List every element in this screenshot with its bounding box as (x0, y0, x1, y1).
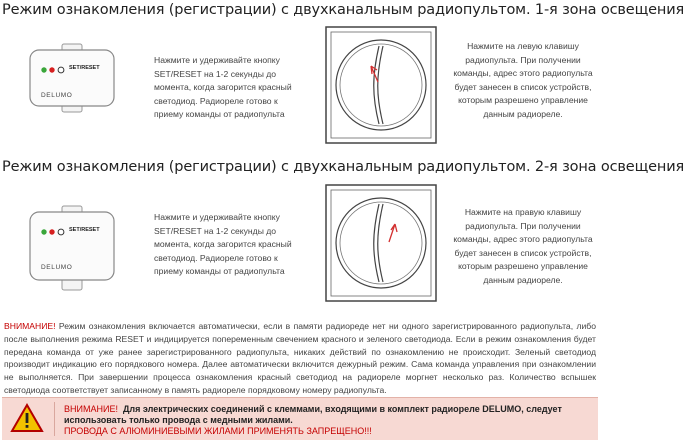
device-button-label: SET/RESET (69, 65, 100, 71)
green-led (41, 67, 46, 72)
red-led (49, 229, 54, 234)
device-brand-logo: DELUMO (41, 92, 73, 99)
set-reset-button (58, 229, 64, 235)
wall-switch-1 (325, 26, 437, 144)
banner-line-2: использовать только провода с медными жилами. (64, 415, 293, 425)
copper-wire-warning-banner (2, 397, 598, 440)
banner-warning-word: ВНИМАНИЕ! (64, 404, 118, 414)
device-button-label: SET/RESET (69, 227, 100, 233)
banner-divider (54, 402, 55, 436)
green-led (41, 229, 46, 234)
section-1-left-instructions: Нажмите и удерживайте кнопку SET/RESET на 1-2 секунды до момента, когда загорится красный светодиод. Радиореле готово к приему команды от радиопульта (154, 55, 292, 119)
device-brand-logo: DELUMO (41, 264, 73, 271)
section-2-title: Режим ознакомления (регистрации) с двухканальным радиопультом. 2-я зона освещения (2, 159, 684, 175)
relay-device-2 (24, 204, 120, 300)
banner-line-3: ПРОВОДА С АЛЮМИНИЕВЫМИ ЖИЛАМИ ПРИМЕНЯТЬ ЗАПРЕЩЕНО!!! (64, 426, 372, 436)
banner-text (64, 404, 594, 437)
relay-device-1 (24, 42, 120, 114)
section-1-title: Режим ознакомления (регистрации) с двухканальным радиопультом. 1-я зона освещения (2, 2, 684, 18)
section-2-left-instructions: Нажмите и удерживайте кнопку SET/RESET на 1-2 секунды до момента, когда загорится красный светодиод. Радиореле готово к приему команды от радиопульта (154, 212, 292, 276)
note-text: Режим ознакомления включается автоматически, если в памяти радиореде нет ни одного зарегистрированного радиопульта, либо после выполнения режима RESET и индицируется попеременным свечением красного и зеленого светодиода. Если в режим ознакомления будет передана команда от уже ранее зарегистрированного радиопульта, никаких действий по ознакомлению не происходит. Зеленый светодиод производит индикацию его порядкового номера. Далее автоматически включится дежурный режим. Сама команда управления при ознакомлении не выполняется. При завершении процесса ознакомления красный светодиод на радиореле моргнет несколько раз. Количество вспышек светодиода соответствует записанному в память радиореле порядковому номеру радиопульта. (4, 321, 596, 395)
section-1-right-instructions: Нажмите на левую клавишу радиопульта. При получении команды, адрес этого радиопульта будет занесен в список устройств, которым разрешено управление данным радиореле. (453, 41, 593, 119)
enrollment-mode-note (4, 320, 596, 397)
warning-triangle-icon (11, 404, 43, 436)
red-led (49, 67, 54, 72)
wall-switch-2 (325, 184, 437, 302)
section-2-right-instructions: Нажмите на правую клавишу радиопульта. При получении команды, адрес этого радиопульта будет занесен в список устройств, которым разрешено управление данным радиореле. (453, 207, 593, 285)
set-reset-button (58, 67, 64, 73)
banner-line-1: Для электрических соединений с клеммами, входящими в комплект радиореле DELUMO, следует (122, 404, 562, 414)
note-warning-word: ВНИМАНИЕ! (4, 321, 56, 331)
